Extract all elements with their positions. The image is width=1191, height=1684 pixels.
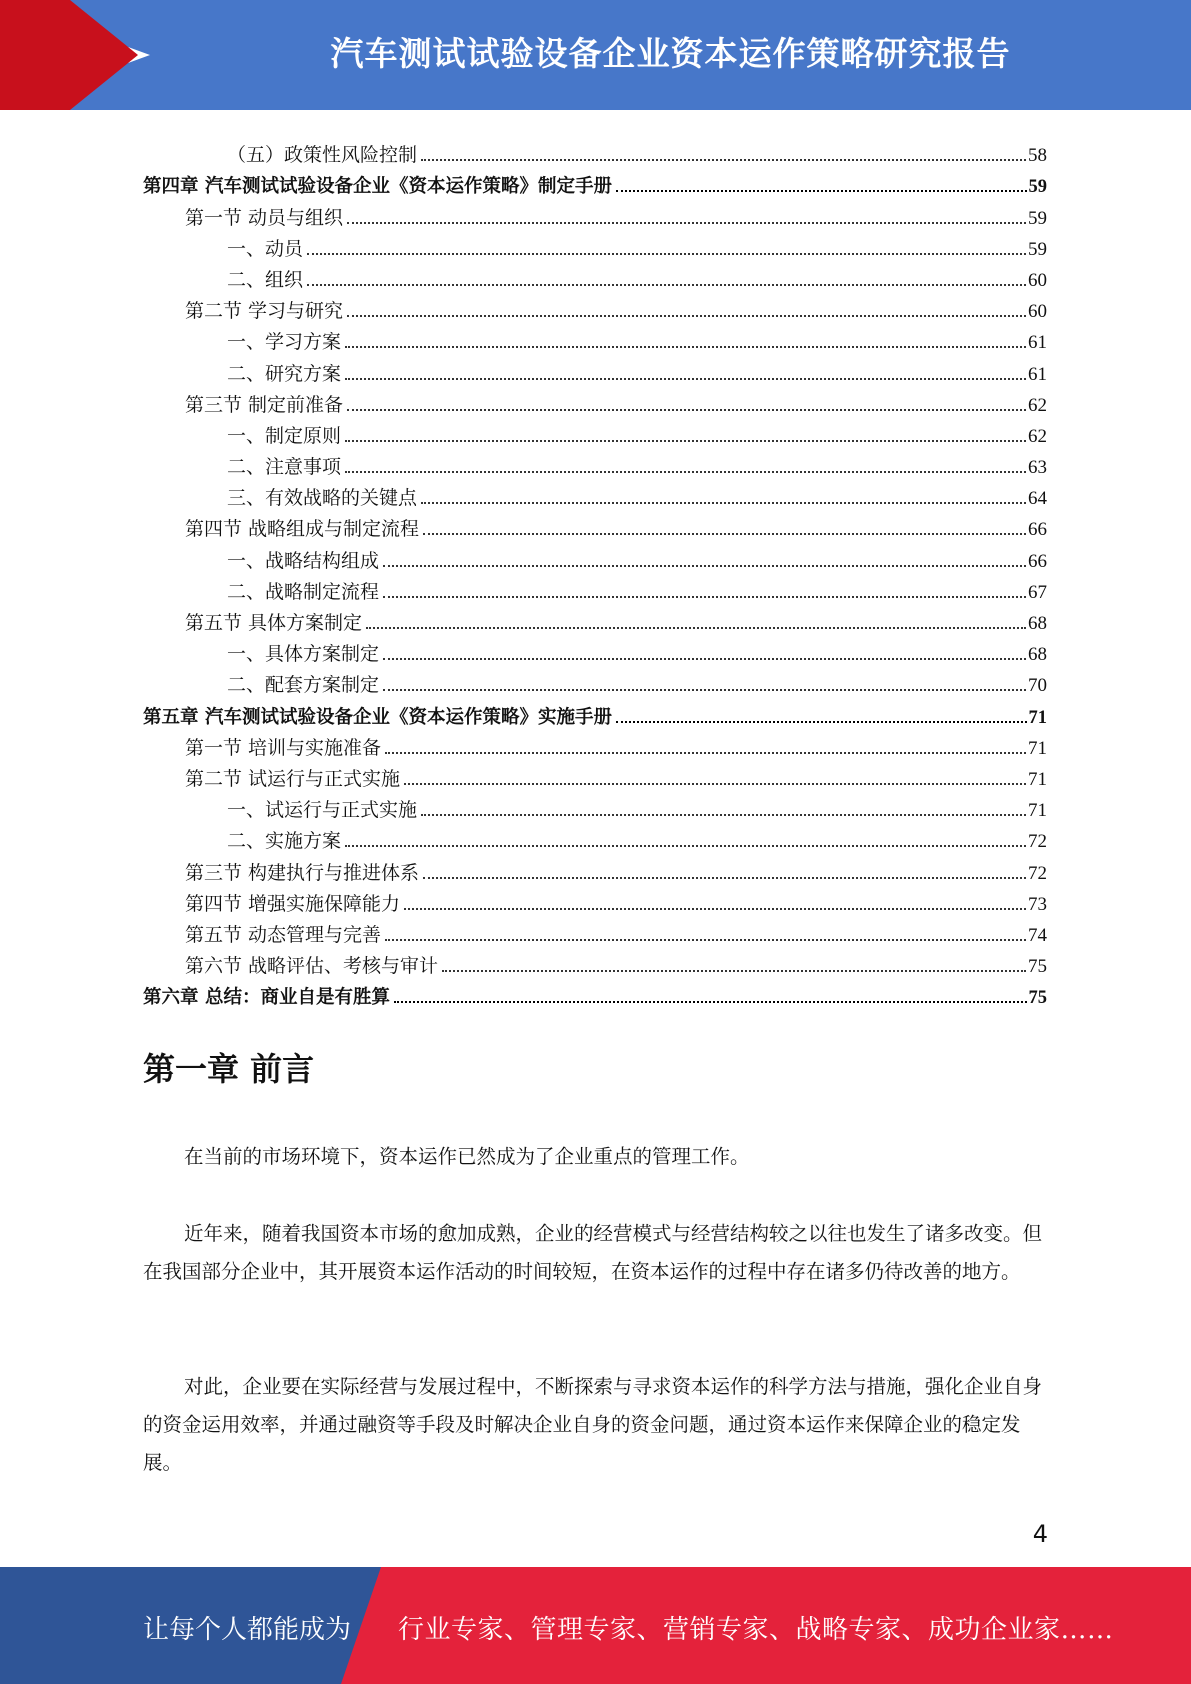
chapter-title: 第一章 前言 [143, 1050, 315, 1088]
toc-entry-title: 二、实施方案 [227, 830, 342, 853]
page-header [0, 0, 1191, 110]
toc-entry-title: 第二节 学习与研究 [185, 300, 344, 323]
toc-entry-title: 第一节 动员与组织 [185, 206, 344, 229]
toc-dot-leader [423, 502, 1026, 535]
toc-dot-leader [383, 533, 1026, 566]
toc-dot-leader [385, 908, 1026, 941]
toc-entry-page: 63 [1028, 457, 1047, 479]
toc-dot-leader [421, 783, 1026, 816]
toc-dot-leader [442, 939, 1026, 972]
toc-entry-page: 60 [1028, 269, 1047, 291]
toc-dot-leader [345, 814, 1026, 847]
toc-entry-page: 73 [1028, 893, 1047, 915]
toc-entry-page: 58 [1028, 145, 1047, 167]
page-number: 4 [1032, 1520, 1048, 1548]
toc-entry-page: 70 [1028, 675, 1047, 697]
toc-entry-page: 62 [1028, 425, 1047, 447]
paragraph-text: 对此，企业要在实际经营与发展过程中，不断探索与寻求资本运作的科学方法与措施，强化企业自身的资金运用效率，并通过融资等手段及时解决企业自身的资金问题，通过资本运作来保障企业的稳定发展。 [143, 1375, 1043, 1474]
toc-dot-leader [616, 689, 1027, 722]
toc-entry-title: 一、战略结构组成 [227, 549, 380, 572]
toc-dot-leader [345, 440, 1026, 473]
toc-entry-title: 第二节 试运行与正式实施 [185, 767, 401, 790]
paragraph-1 [143, 1138, 1047, 1176]
toc-entry-title: 第五章 汽车测试试验设备企业《资本运作策略》实施手册 [143, 706, 612, 728]
toc-entry-page: 72 [1028, 831, 1047, 853]
toc-entry-title: 一、学习方案 [227, 331, 342, 354]
table-of-contents [143, 128, 1047, 1009]
toc-dot-leader [394, 970, 1027, 1003]
toc-entry-page: 68 [1028, 644, 1047, 666]
header-red-arrow [70, 0, 138, 110]
toc-entry-title: 一、制定原则 [227, 424, 342, 447]
toc-entry-title: 二、配套方案制定 [227, 674, 380, 697]
toc-dot-leader [421, 471, 1026, 504]
toc-dot-leader [345, 315, 1026, 348]
toc-entry-page: 60 [1028, 301, 1047, 323]
toc-entry[interactable] [143, 128, 1047, 167]
toc-entry-page: 61 [1028, 332, 1047, 354]
toc-entry-title: 二、战略制定流程 [227, 580, 380, 603]
toc-entry-title: 二、研究方案 [227, 362, 342, 385]
paragraph-2 [143, 1215, 1047, 1291]
paragraph-3 [143, 1368, 1047, 1482]
footer-slogan-left: 让每个人都能成为 [143, 1615, 352, 1645]
toc-entry-title: 一、试运行与正式实施 [227, 799, 418, 822]
toc-dot-leader [404, 877, 1026, 910]
toc-entry-title: 三、有效战略的关键点 [227, 487, 418, 510]
toc-entry-title: 第四节 增强实施保障能力 [185, 892, 401, 915]
toc-entry-page: 59 [1028, 177, 1047, 198]
toc-dot-leader [383, 627, 1026, 660]
toc-entry-title: 二、注意事项 [227, 456, 342, 479]
toc-entry-page: 67 [1028, 581, 1047, 603]
toc-dot-leader [345, 409, 1026, 442]
toc-dot-leader [366, 596, 1026, 629]
toc-dot-leader [423, 845, 1026, 878]
toc-dot-leader [383, 658, 1026, 691]
toc-dot-leader [383, 565, 1026, 598]
toc-entry-page: 71 [1028, 800, 1047, 822]
toc-entry-page: 59 [1028, 207, 1047, 229]
toc-dot-leader [616, 159, 1027, 192]
toc-entry-page: 66 [1028, 519, 1047, 541]
toc-entry-page: 59 [1028, 238, 1047, 260]
toc-entry-title: 第一节 培训与实施准备 [185, 736, 382, 759]
toc-entry-page: 62 [1028, 394, 1047, 416]
footer-slogan-right: 行业专家、管理专家、营销专家、战略专家、成功企业家…… [398, 1615, 1114, 1645]
toc-entry-page: 71 [1028, 707, 1047, 728]
toc-entry-title: （五）政策性风险控制 [227, 144, 418, 167]
toc-entry-page: 61 [1028, 363, 1047, 385]
toc-entry-page: 71 [1028, 768, 1047, 790]
toc-dot-leader [307, 253, 1026, 286]
paragraph-text: 在当前的市场环境下，资本运作已然成为了企业重点的管理工作。 [184, 1145, 750, 1168]
toc-dot-leader [385, 721, 1026, 754]
toc-dot-leader [421, 128, 1026, 161]
toc-entry-title: 第三节 制定前准备 [185, 393, 344, 416]
toc-entry-title: 第五节 动态管理与完善 [185, 923, 382, 946]
toc-entry-title: 第四章 汽车测试试验设备企业《资本运作策略》制定手册 [143, 176, 612, 198]
toc-dot-leader [307, 222, 1026, 255]
toc-entry-title: 第三节 构建执行与推进体系 [185, 861, 420, 884]
toc-dot-leader [347, 190, 1026, 223]
toc-entry-title: 第四节 战略组成与制定流程 [185, 518, 420, 541]
toc-dot-leader [404, 752, 1026, 785]
header-red-block [0, 0, 70, 110]
toc-entry-title: 第六节 战略评估、考核与审计 [185, 955, 439, 978]
toc-entry-page: 68 [1028, 613, 1047, 634]
toc-entry-title: 第五节 具体方案制定 [185, 612, 363, 634]
toc-entry-title: 一、具体方案制定 [227, 643, 380, 666]
toc-dot-leader [347, 284, 1026, 317]
toc-dot-leader [347, 378, 1026, 411]
toc-entry-page: 64 [1028, 488, 1047, 510]
toc-entry-title: 第六章 总结：商业自是有胜算 [143, 987, 390, 1009]
toc-entry-title: 二、组织 [227, 268, 304, 291]
toc-entry-page: 71 [1028, 737, 1047, 759]
page-footer [0, 1567, 1191, 1684]
toc-entry-page: 75 [1028, 988, 1047, 1009]
toc-entry-page: 72 [1028, 862, 1047, 884]
header-title: 汽车测试试验设备企业资本运作策略研究报告 [330, 34, 1011, 73]
toc-entry-page: 66 [1028, 550, 1047, 572]
paragraph-text: 近年来，随着我国资本市场的愈加成熟，企业的经营模式与经营结构较之以往也发生了诸多改变。但在我国部分企业中，其开展资本运作活动的时间较短，在资本运作的过程中存在诸多仍待改善的地方。 [143, 1222, 1043, 1283]
toc-entry-page: 74 [1028, 924, 1047, 946]
toc-dot-leader [345, 346, 1026, 379]
toc-entry-page: 75 [1028, 956, 1047, 978]
toc-entry-title: 一、动员 [227, 237, 304, 260]
